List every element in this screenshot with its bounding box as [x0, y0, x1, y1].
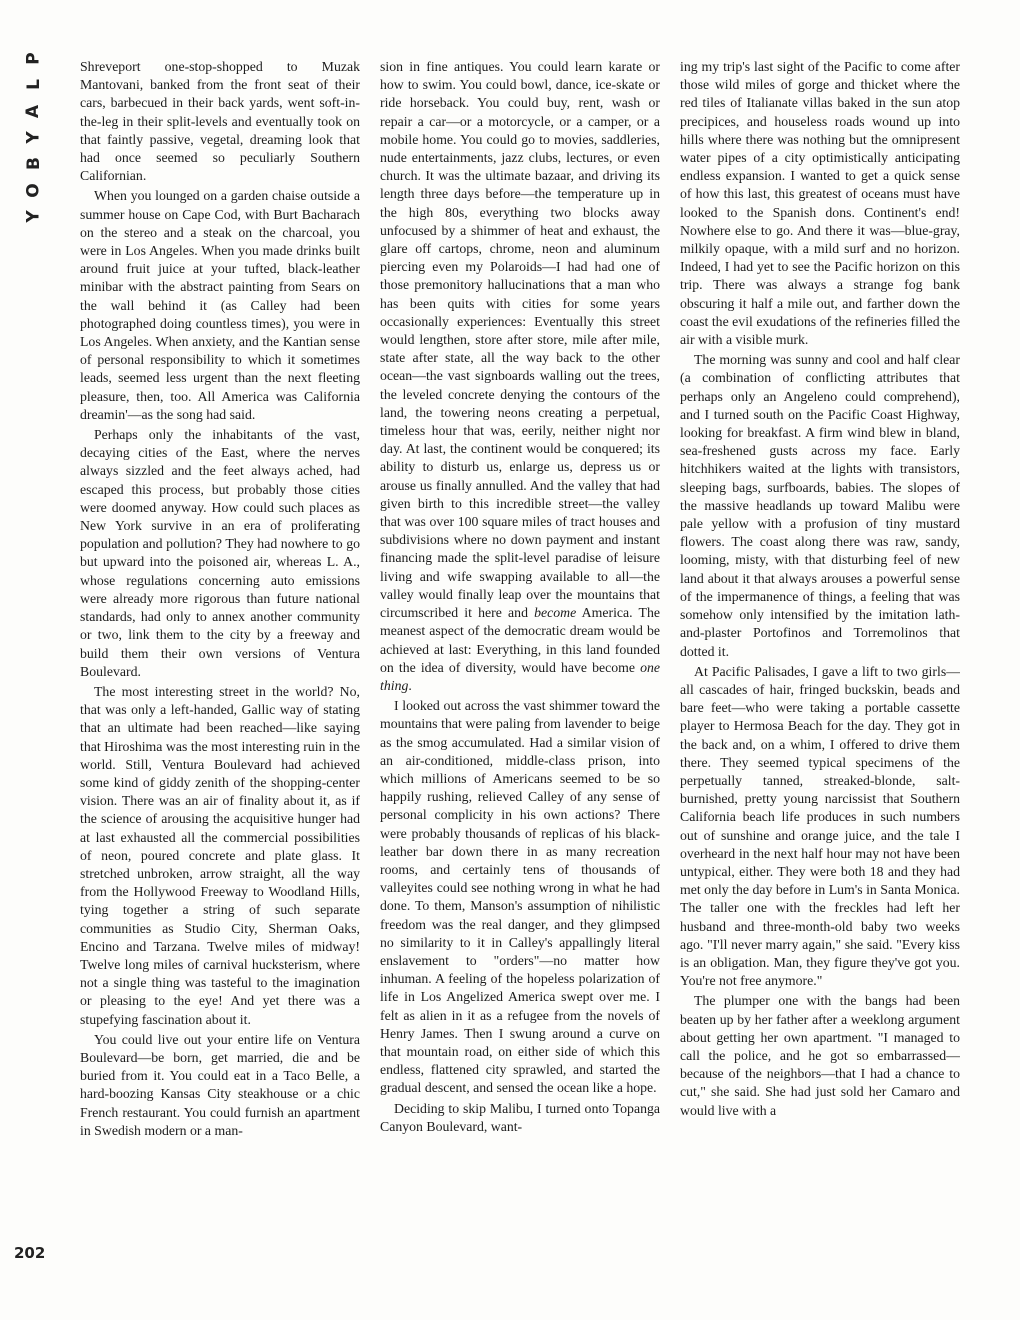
paragraph: Shreveport one-stop-shopped to Muzak Mantovani, banked from the front seat of their cars, barbecued in their back yards, went soft-in-the-leg in their split-levels and eventually took on that faintly passive, vegetal, dreaming look that had once seemed so peculiarly Southern Californian.: [80, 59, 360, 184]
masthead-letter: B: [23, 157, 44, 171]
masthead-letter: Y: [23, 131, 44, 144]
article-body: [80, 58, 960, 1270]
masthead-letter: O: [23, 182, 44, 198]
paragraph: You could live out your entire life on Ventura Boulevard—be born, get married, die and be buried from it. You could eat in a Taco Belle, a hard-boozing Kansas City steakhouse or a chic French restaurant. You could furnish an apartment in Swedish modern or a man-: [80, 1031, 360, 1138]
paragraph: Deciding to skip Malibu, I turned onto Topanga Canyon Boulevard, want-: [380, 1100, 660, 1134]
paragraph: I looked out across the vast shimmer toward the mountains that were paling from lavender to beige as the smog accumulated. Had a similar vision of an air-conditioned, middle-class prison, into which millions of Americans seemed to be so happily rushing, relieved Calley of any sense of personal complicity in his own actions? There were probably thousands of replicas of his black-leather bar down there in as many recreation rooms, and certainly tens of thousands of valleyites could see nothing wrong in what he had done. To them, Manson's assumption of nihilistic freedom was the real danger, and they glimpsed no similarity to it in Calley's appallingly literal enslavement to "orders"—no matter how inhuman. A feeling of the hopeless polarization of life in Los Angelized America swept over me. I felt as alien in it as a refugee from the novels of Henry James. Then I swung around a curve on that mountain road, on either side of which this endless, flattened city sprawled, and started the gradual descent, and sensed the ocean like a hope.: [380, 698, 660, 1096]
page-number: 202: [14, 1244, 46, 1262]
paragraph: When you lounged on a garden chaise outside a summer house on Cape Cod, with Burt Bacharach on the stereo and a steak on the charcoal, you were in Los Angeles. When you made drinks built around fruit juice at your tufted, black-leather minibar with the abstract painting from Sears on the wall behind it (as Calley had been photographed doing countless times), you were in Los Angeles. When anxiety, and the Kantian sense of personal responsibility to which it sometimes leads, seemed less urgent than the next fleeting pleasure, then, too. All America was California dreamin'—as the song had said.: [80, 188, 360, 422]
paragraph: The morning was sunny and cool and half clear (a combination of conflicting attributes that perhaps only an Angeleno could comprehend), and I turned south on the Pacific Coast Highway, looking for breakfast. A firm wind blew in bland, sea-freshened gusts across my face. Early hitchhikers waited at the lights with transistors, sleeping bags, surfboards, babies. The slopes of the massive headlands up toward Malibu were pale yellow with a profusion of tiny mustard flowers. The coast along there was raw, sandy, looming, misty, with that disturbing feel of new land about it that always arouses a powerful sense of the impermanence of things, a feeling that was somehow only intensified by the imitation lath-and-plaster Portofinos and Torremolinos that dotted it.: [680, 352, 960, 659]
text-column-3: [680, 58, 960, 1270]
text-column-1: [80, 58, 360, 1270]
paragraph: The most interesting street in the world? No, that was only a left-handed, Gallic way of stating that an ultimate had been reached—like saying that Hiroshima was the most interesting ruin in the world. Still, Ventura Boulevard had achieved some kind of giddy zenith of the shopping-center vision. There was an air of finality about it, as if the science of arousing the acquisitive hunger had at last exhausted all the commercial possibilities of neon, poured concrete and plate glass. It stretched unbroken, arrow straight, all the way from the Hollywood Freeway to Woodland Hills, tying together a string of such separate communities as Studio City, Sherman Oaks, Encino and Tarzana. Twelve miles of midway! Twelve long miles of carnival hucksterism, where not a single thing was tasteful to the imagination or pleasing to the eye! And yet there was a stupefying fascination about it.: [80, 683, 360, 1027]
paragraph: sion in fine antiques. You could learn karate or how to swim. You could bowl, dance, ice-skate or ride horseback. You could buy, rent, wash or repair a car—or a motorcycle, or a camper, or a mobile home. You could go to movies, saddleries, nude entertainments, jazz clubs, lectures, or even church. It was the ultimate bazaar, and driving its length three days before—the temperature up in the high 80s, everything two blocks away unfocused by a shimmer of heat and exhaust, the glare off cartops, chrome, neon and aluminum piercing even my Polaroids—I had had one of those premonitory hallucinations that a man who has been quits with cities for some years occasionally experiences: Eventually this street would lengthen, store after store, mile after mile, state after state, all the way back to the other ocean—the vast signboards walling out the trees, the leveled concrete denying the contours of the land, the towering neons creating a perpetual, timeless hour that was, eerily, neither night nor day. At last, the continent would be conquered; its ability to disturb us, enlarge us, depress us or arouse us finally annulled. And the valley that had given birth to this incredible street—the valley that was over 100 square miles of tract houses and subdivisions where no down payment and instant financing made the split-level paradise of leisure living and wife swapping available to all—the valley would finally leap over the mountains that circumscribed it here and become America. The meanest aspect of the democratic dream would be achieved at last: Everything, in this land founded on the idea of diversity, would have become one thing.: [380, 59, 660, 693]
paragraph: ing my trip's last sight of the Pacific to come after those wild miles of gorge and thicket where the red tiles of Italianate villas baked in the sun atop precipices, and houseless roads wound up into hills where there was nothing but the omnipresent water pipes of a city optimistically anticipating endless expansion. I wanted to get a quick sense of how this last, this greatest of oceans must have looked to the Spanish dons. Continent's end! Nowhere else to go. And there it was—blue-gray, milkily opaque, with a mild surf and no horizon. Indeed, I had yet to see the Pacific horizon on this trip. There was always a strange fog bank obscuring it half a mile out, and farther down the coast the evil exudations of the refineries filled the air with a visible murk.: [680, 59, 960, 348]
masthead-letter: Y: [23, 210, 44, 223]
paragraph: At Pacific Palisades, I gave a lift to two girls—all cascades of hair, fringed buckskin, beads and bare feet—who were taking a portable cassette player to Hermosa Beach for the day. They got in the back and, on a whim, I offered to drive them there. They seemed typical specimens of the perpetually tanned, streaked-blonde, salt-burnished, pretty young narcissist that Southern California beach life produces in such numbers out of sunshine and orange juice, and the tale I overheard in the next half hour may not have been untypical, either. They were both 18 and they had met only the day before in Lum's in Santa Monica. The taller one with the freckles had left her husband and three-month-old baby two weeks ago. "I'll never marry again," she said. "Every kiss is an obligation. Man, they figure they've got you. You're not free anymore.": [680, 663, 960, 989]
paragraph: The plumper one with the bangs had been beaten up by her father after a weeklong argument about getting her own apartment. "I managed to call the police, and he got so embarrassed—because of the neighbors—that I had a chance to cut," she said. She had just sold her Camaro and would live with a: [680, 993, 960, 1118]
masthead-letter: P: [23, 52, 44, 65]
masthead-letter: A: [23, 104, 44, 118]
masthead-letter: L: [23, 79, 44, 91]
magazine-masthead-vertical: [20, 50, 48, 225]
text-column-2: [380, 58, 660, 1270]
paragraph: Perhaps only the inhabitants of the vast, decaying cities of the East, where the nerves always sizzled and the feet always ached, had escaped this process, but probably those cities were doomed anyway. How could such places as New York survive in an era of proliferating population and pollution? They had nowhere to go but upward into the poisoned air, whereas L. A., whose regulations concerning auto emissions were already more rigorous than future national standards, had only to annex another community or two, link them to the city by a freeway and build them their own versions of Ventura Boulevard.: [80, 427, 360, 679]
